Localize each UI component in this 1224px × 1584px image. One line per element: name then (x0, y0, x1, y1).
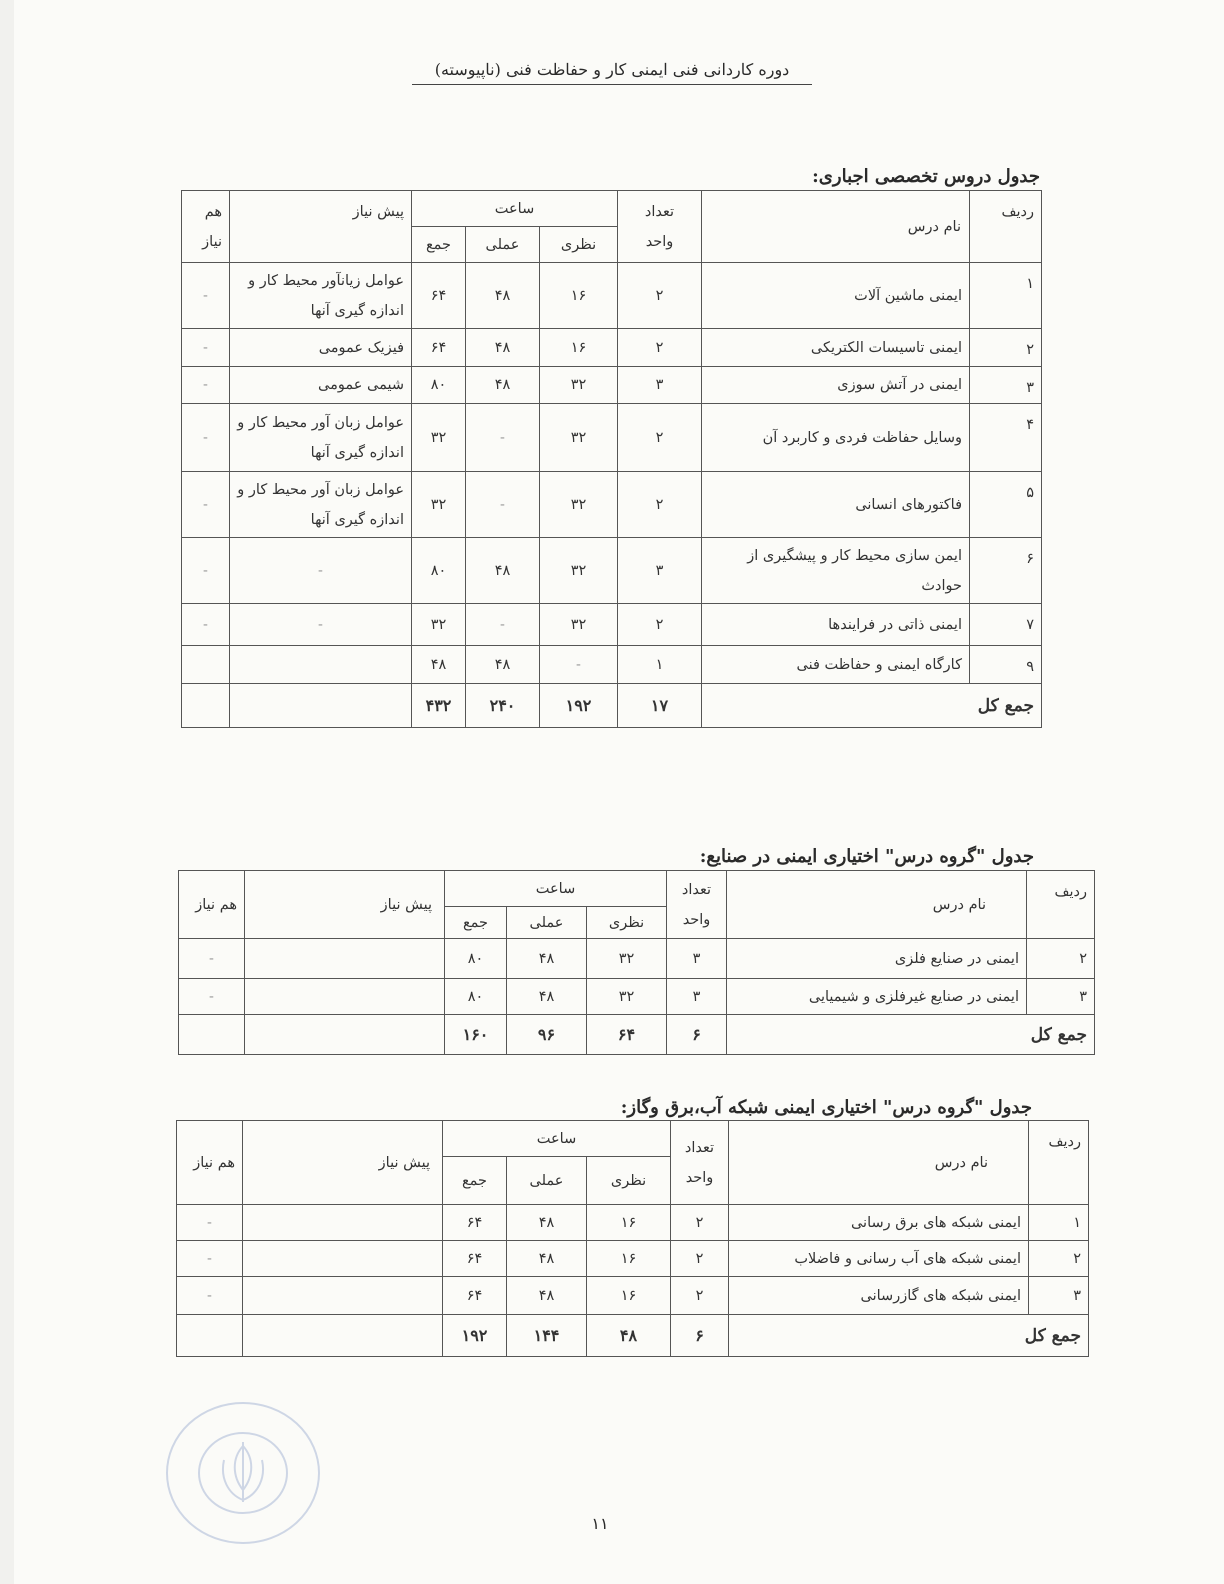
document-header-title: دوره کاردانی فنی ایمنی کار و حفاظت فنی (ناپیوسته) (412, 60, 812, 85)
course-theory-hours: ۳۲ (540, 604, 618, 646)
course-total-hours: ۶۴ (443, 1241, 507, 1277)
col-practical-header: عملی (507, 907, 587, 939)
table1-title: جدول دروس تخصصی اجباری: (812, 166, 1040, 187)
col-total-header: جمع (443, 1157, 507, 1205)
course-theory-hours: ۳۲ (587, 939, 667, 979)
row-number: ۳ (1027, 979, 1095, 1015)
course-theory-hours: ۳۲ (540, 538, 618, 604)
col-theory-header: نظری (540, 227, 618, 263)
course-coreq: - (177, 1241, 243, 1277)
course-prereq: شیمی عمومی (230, 367, 412, 404)
course-coreq: - (177, 1205, 243, 1241)
course-theory-hours: ۳۲ (540, 472, 618, 538)
total-theory-hours: ۱۹۲ (540, 684, 618, 728)
course-units: ۳ (667, 939, 727, 979)
total-practical-hours: ۹۶ (507, 1015, 587, 1055)
units-header-line1: تعداد (644, 203, 675, 220)
course-total-hours: ۸۰ (445, 939, 507, 979)
course-prereq: - (230, 538, 412, 604)
course-theory-hours: ۳۲ (540, 367, 618, 404)
total-theory-hours: ۴۸ (587, 1315, 671, 1357)
course-practical-hours: ۴۸ (507, 1241, 587, 1277)
course-units: ۲ (618, 472, 702, 538)
course-name: ایمنی تاسیسات الکتریکی (702, 329, 970, 367)
row-number: ۳ (1029, 1277, 1089, 1315)
row-number: ۶ (970, 538, 1042, 604)
total-units: ۶ (667, 1015, 727, 1055)
course-prereq (243, 1241, 443, 1277)
table-row (182, 404, 1042, 472)
course-prereq (230, 646, 412, 684)
units-header-line2: واحد (645, 233, 674, 250)
total-coreq-empty (179, 1015, 245, 1055)
col-coreq-header: هم نیاز (179, 871, 245, 939)
col-name-header: نام درس (729, 1121, 1029, 1205)
units-header-line1: تعداد (684, 1139, 715, 1156)
course-name: ایمنی در صنایع فلزی (727, 939, 1027, 979)
col-total-header: جمع (445, 907, 507, 939)
units-header-line1: تعداد (681, 881, 712, 898)
course-theory-hours: ۱۶ (587, 1205, 671, 1241)
units-header-line2: واحد (685, 1169, 714, 1186)
col-theory-header: نظری (587, 1157, 671, 1205)
total-coreq-empty (182, 684, 230, 728)
course-units: ۳ (618, 538, 702, 604)
course-coreq: - (182, 329, 230, 367)
total-label: جمع کل (702, 684, 1042, 728)
col-units-header (671, 1121, 729, 1205)
total-coreq-empty (177, 1315, 243, 1357)
course-total-hours: ۶۴ (412, 263, 466, 329)
course-name: ایمنی شبکه های برق رسانی (729, 1205, 1029, 1241)
total-hours: ۱۶۰ (445, 1015, 507, 1055)
col-row-header: ردیف (970, 191, 1042, 263)
course-units: ۳ (618, 367, 702, 404)
course-units: ۳ (667, 979, 727, 1015)
course-practical-hours: ۴۸ (507, 979, 587, 1015)
col-row-header: ردیف (1029, 1121, 1089, 1205)
course-practical-hours: - (466, 472, 540, 538)
course-practical-hours: ۴۸ (507, 1277, 587, 1315)
course-theory-hours: ۳۲ (540, 404, 618, 472)
total-prereq-empty (243, 1315, 443, 1357)
page-edge (0, 0, 14, 1584)
course-name: وسایل حفاظت فردی و کاربرد آن (702, 404, 970, 472)
course-coreq: - (179, 939, 245, 979)
total-units: ۶ (671, 1315, 729, 1357)
table-total-row (177, 1315, 1089, 1357)
course-coreq: - (182, 404, 230, 472)
course-prereq (243, 1205, 443, 1241)
utilities-electives-table (176, 1120, 1089, 1357)
course-coreq: - (179, 979, 245, 1015)
table-total-row (179, 1015, 1095, 1055)
row-number: ۱ (970, 263, 1042, 329)
row-number: ۲ (1027, 939, 1095, 979)
course-prereq: عوامل زبان آور محیط کار و اندازه گیری آنها (230, 472, 412, 538)
course-total-hours: ۶۴ (443, 1205, 507, 1241)
course-prereq: عوامل زیانآور محیط کار و اندازه گیری آنها (230, 263, 412, 329)
course-theory-hours: ۱۶ (587, 1277, 671, 1315)
table-row (177, 1205, 1089, 1241)
course-practical-hours: ۴۸ (466, 646, 540, 684)
table-row (182, 367, 1042, 404)
total-units: ۱۷ (618, 684, 702, 728)
col-coreq-header: هم نیاز (182, 191, 230, 263)
course-units: ۲ (618, 404, 702, 472)
total-hours: ۴۳۲ (412, 684, 466, 728)
table-row (182, 538, 1042, 604)
course-units: ۲ (671, 1277, 729, 1315)
course-coreq: - (182, 472, 230, 538)
col-hours-header: ساعت (443, 1121, 671, 1157)
course-units: ۲ (618, 263, 702, 329)
course-theory-hours: ۱۶ (540, 329, 618, 367)
course-theory-hours: - (540, 646, 618, 684)
course-prereq: عوامل زبان آور محیط کار و اندازه گیری آنها (230, 404, 412, 472)
total-prereq-empty (230, 684, 412, 728)
total-practical-hours: ۱۴۴ (507, 1315, 587, 1357)
total-practical-hours: ۲۴۰ (466, 684, 540, 728)
col-coreq-header: هم نیاز (177, 1121, 243, 1205)
course-prereq: - (230, 604, 412, 646)
table3-title: جدول "گروه درس" اختیاری ایمنی شبکه آب،برق وگاز: (620, 1097, 1032, 1118)
course-total-hours: ۸۰ (412, 538, 466, 604)
course-total-hours: ۳۲ (412, 404, 466, 472)
row-number: ۴ (970, 404, 1042, 472)
course-coreq: - (182, 263, 230, 329)
course-total-hours: ۴۸ (412, 646, 466, 684)
course-theory-hours: ۳۲ (587, 979, 667, 1015)
course-coreq (182, 646, 230, 684)
course-theory-hours: ۱۶ (540, 263, 618, 329)
col-hours-header: ساعت (412, 191, 618, 227)
course-total-hours: ۸۰ (412, 367, 466, 404)
row-number: ۹ (970, 646, 1042, 684)
course-coreq: - (182, 604, 230, 646)
course-practical-hours: ۴۸ (466, 263, 540, 329)
course-units: ۲ (671, 1205, 729, 1241)
course-theory-hours: ۱۶ (587, 1241, 671, 1277)
course-prereq: فیزیک عمومی (230, 329, 412, 367)
table2-title: جدول "گروه درس" اختیاری ایمنی در صنایع: (699, 846, 1034, 867)
course-name: ایمنی در صنایع غیرفلزی و شیمیایی (727, 979, 1027, 1015)
course-units: ۲ (671, 1241, 729, 1277)
table-row (182, 604, 1042, 646)
course-prereq (243, 1277, 443, 1315)
col-units-header (667, 871, 727, 939)
course-name: کارگاه ایمنی و حفاظت فنی (702, 646, 970, 684)
course-units: ۲ (618, 604, 702, 646)
course-name: ایمنی در آتش سوزی (702, 367, 970, 404)
course-coreq: - (182, 538, 230, 604)
mandatory-courses-table (181, 190, 1042, 728)
course-coreq: - (182, 367, 230, 404)
course-practical-hours: ۴۸ (507, 939, 587, 979)
course-name: فاکتورهای انسانی (702, 472, 970, 538)
course-units: ۲ (618, 329, 702, 367)
col-name-header: نام درس (727, 871, 1027, 939)
total-prereq-empty (245, 1015, 445, 1055)
table-row (179, 979, 1095, 1015)
col-prereq-header: پیش نیاز (245, 871, 445, 939)
total-label: جمع کل (729, 1315, 1089, 1357)
col-total-header: جمع (412, 227, 466, 263)
row-number: ۲ (970, 329, 1042, 367)
col-practical-header: عملی (507, 1157, 587, 1205)
row-number: ۷ (970, 604, 1042, 646)
course-practical-hours: ۴۸ (466, 329, 540, 367)
course-total-hours: ۶۴ (412, 329, 466, 367)
industry-electives-table (178, 870, 1095, 1055)
row-number: ۳ (970, 367, 1042, 404)
page-number: ۱۱ (591, 1514, 609, 1533)
course-name: ایمن سازی محیط کار و پیشگیری از حوادث (702, 538, 970, 604)
course-name: ایمنی ذاتی در فرایندها (702, 604, 970, 646)
col-row-header: ردیف (1027, 871, 1095, 939)
course-name: ایمنی ماشین آلات (702, 263, 970, 329)
course-total-hours: ۶۴ (443, 1277, 507, 1315)
course-practical-hours: ۴۸ (466, 367, 540, 404)
course-prereq (245, 939, 445, 979)
table-row (179, 939, 1095, 979)
course-total-hours: ۳۲ (412, 472, 466, 538)
total-label: جمع کل (727, 1015, 1095, 1055)
course-practical-hours: ۴۸ (466, 538, 540, 604)
table-row (177, 1277, 1089, 1315)
course-prereq (245, 979, 445, 1015)
row-number: ۲ (1029, 1241, 1089, 1277)
table-row (182, 263, 1042, 329)
total-hours: ۱۹۲ (443, 1315, 507, 1357)
course-total-hours: ۳۲ (412, 604, 466, 646)
table-row (177, 1241, 1089, 1277)
row-number: ۵ (970, 472, 1042, 538)
units-header-line2: واحد (682, 911, 711, 928)
col-prereq-header: پیش نیاز (243, 1121, 443, 1205)
table-row (182, 646, 1042, 684)
col-hours-header: ساعت (445, 871, 667, 907)
row-number: ۱ (1029, 1205, 1089, 1241)
col-name-header: نام درس (702, 191, 970, 263)
course-total-hours: ۸۰ (445, 979, 507, 1015)
table-row (182, 329, 1042, 367)
course-practical-hours: - (466, 404, 540, 472)
official-stamp (162, 1398, 324, 1548)
col-theory-header: نظری (587, 907, 667, 939)
col-units-header (618, 191, 702, 263)
course-practical-hours: ۴۸ (507, 1205, 587, 1241)
course-name: ایمنی شبکه های آب رسانی و فاضلاب (729, 1241, 1029, 1277)
table-total-row (182, 684, 1042, 728)
col-practical-header: عملی (466, 227, 540, 263)
col-prereq-header: پیش نیاز (230, 191, 412, 263)
course-coreq: - (177, 1277, 243, 1315)
course-units: ۱ (618, 646, 702, 684)
course-name: ایمنی شبکه های گازرسانی (729, 1277, 1029, 1315)
total-theory-hours: ۶۴ (587, 1015, 667, 1055)
table-row (182, 472, 1042, 538)
course-practical-hours: - (466, 604, 540, 646)
